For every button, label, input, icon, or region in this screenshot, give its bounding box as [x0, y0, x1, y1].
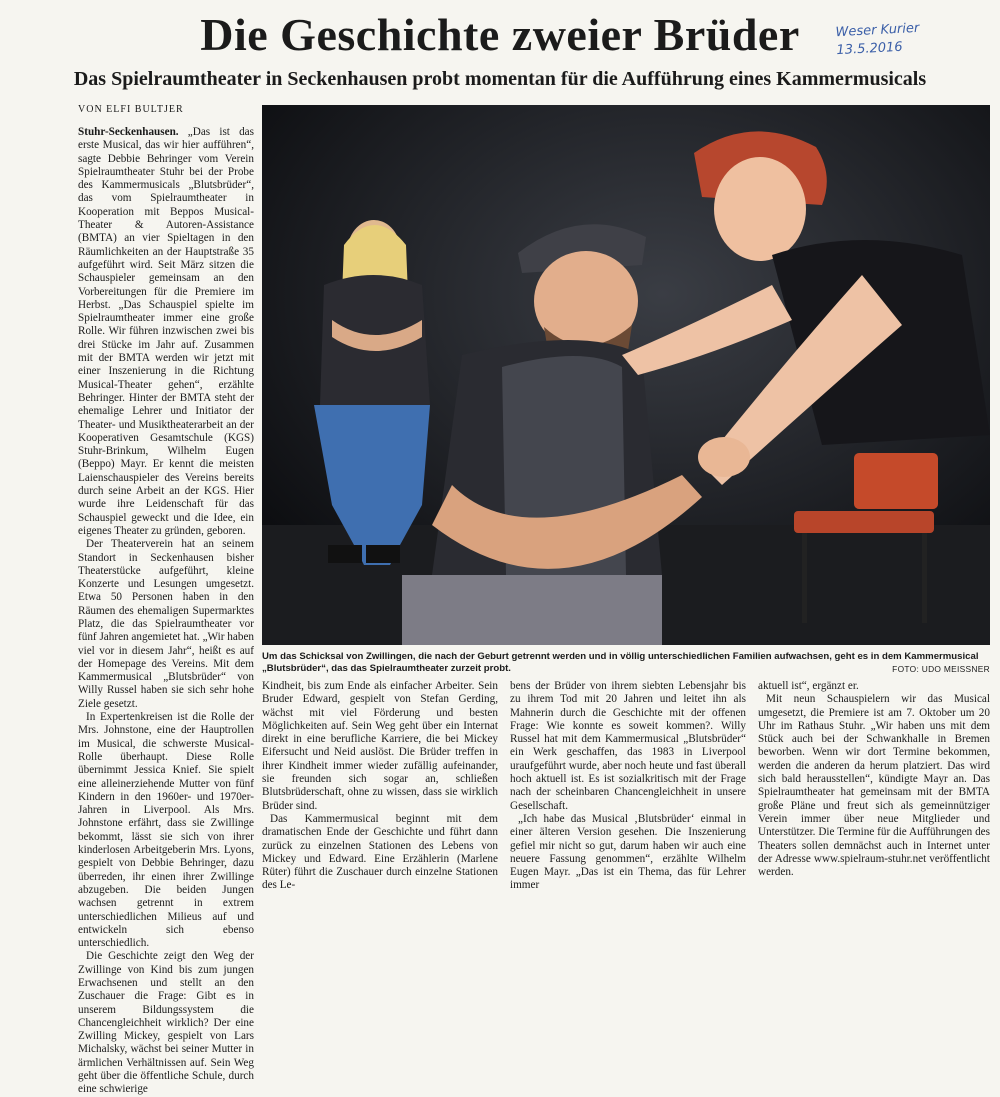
- stamp-newspaper: Weser Kurier: [835, 20, 920, 41]
- article-column-3: [510, 680, 746, 893]
- paragraph: bens der Brüder von ihrem siebten Lebensjahr bis zu ihrem Tod mit 20 Jahren und leitet ihn als Mahnerin durch die Geschichte mit der offenen Frage: Wie konnte es soweit kommen?. Willy Russel hat mit dem Kammermusical „Blutsbrüder“ ein Werk geschaffen, das 1983 in Liverpool uraufgeführt wurde, aber noch heute und fast überall hoch aktuell ist. Es ist sozialkritisch mit der Frage nach der scheinbaren Chancengleichheit in unsere Gesellschaft.: [510, 680, 746, 812]
- article-column-4: [758, 680, 990, 879]
- byline: VON ELFI BULTJER: [78, 104, 184, 115]
- paragraph: aktuell ist“, ergänzt er.: [758, 680, 859, 692]
- paragraph: Kindheit, bis zum Ende als einfacher Arbeiter. Sein Bruder Edward, gespielt von Stefan Gerding, wächst mit viel Förderung und besten Möglichkeiten auf. Sein Weg geht über ein Internat direkt in eine berufliche Karriere, die bei Mickey Eifersucht und Neid auslöst. Die Brüder treffen in ihrer Kindheit immer wieder zufällig aufeinander, sie freunden sich sogar an, schließen Blutsbrüderschaft, ohne zu wissen, dass sie wirklich Brüder sind.: [262, 680, 498, 812]
- rehearsal-photo: [262, 105, 990, 645]
- photo-credit: FOTO: UDO MEISSNER: [892, 664, 990, 674]
- paragraph-text: „Das ist das erste Musical, das wir hier aufführen“, sagte Debbie Behringer vom Verein Spielraumtheater Stuhr bei der Probe des Kammermusicals „Blutsbrüder“, das vom Spielraumtheater in Kooperation mit Beppos Musical-Theater & Autoren-Assistance (BMTA) an vier Spieltagen in den Räumlichkeiten an der Hauptstraße 35 aufgeführt wird. Seit März sitzen die Schauspieler gemeinsam an den Vorbereitungen für die Premiere im Herbst. „Das Schauspiel spielte im Spielraumtheater immer eine große Rolle. Wir führen inzwischen zwei bis drei Stücke im Jahr auf. Zusammen mit der BMTA werden wir jetzt mit einer Inszenierung in die Richtung Musical-Theater gehen“, erzählte Behringer. Hinter der BMTA steht der ehemalige Lehrer und Initiator der Theater- und Musiktheaterarbeit an der Kooperativen Gesamtschule (KGS) Stuhr-Brinkum, Wilhelm Eugen (Beppo) Mayr. Er kennt die meisten Laienschauspieler des Vereins bereits durch seine Arbeit an der KGS. Hier wurde ihre Leidenschaft für das Schauspiel geweckt und die Idee, ein eigenes Theater zu gründen, geboren.: [78, 126, 254, 537]
- paragraph: In Expertenkreisen ist die Rolle der Mrs. Johnstone, eine der Hauptrollen im Musical, die schwerste Musical-Rolle überhaupt. Diese Rolle übernimmt Jessica Knief. Sie spielt eine alleinerziehende Mutter von fünf Kindern in den 1960er- und 1970er-Jahren in Liverpool. Als Mrs. Johnstone erfährt, dass sie Zwillinge bekommt, lässt sie sich von ihrer kinderlosen Arbeitgeberin Mrs. Lyons, gespielt von Debbie Behringer, dazu überreden, ihr einen ihrer Zwillinge abzugeben. Die beiden Jungen wachsen getrennt in extrem unterschiedlichen Milieus auf und entwickeln sich ebenso unterschiedlich.: [78, 711, 254, 950]
- paragraph: Mit neun Schauspielern wir das Musical umgesetzt, die Premiere ist am 7. Oktober um 20 Uhr im Rathaus Stuhr. „Wir haben uns mit dem Stück auch bei der Schwankhalle in Bremen beworben. Wenn wir dort Termine bekommen, werden die anderen da herum platziert. Das wird sich bald herausstellen“, kündigte Mayr an. Das Spielraumtheater hat gemeinsam mit der BMTA große Pläne und freut sich als gemeinnütziger Verein immer über neue Mitglieder und Unterstützer. Die Termine für die Aufführungen des Theaters sollen demnächst auch in Internet unter der Adresse www.spielraum-stuhr.net veröffentlicht werden.: [758, 693, 990, 879]
- article-column-2: [262, 680, 498, 893]
- subheadline: Das Spielraumtheater in Seckenhausen probt momentan für die Aufführung eines Kammermusicals: [73, 68, 927, 90]
- stamp-date: 13.5.2016: [836, 39, 903, 59]
- dateline: Stuhr-Seckenhausen.: [78, 126, 179, 138]
- handwritten-source-note: [835, 20, 921, 60]
- photo-caption: [262, 651, 990, 675]
- paragraph: Die Geschichte zeigt den Weg der Zwillinge von Kind bis zum jungen Erwachsenen und stellt an den Zuschauer die Frage: Gibt es in unserem Bildungssystem die Chancengleichheit wirklich? Der eine Zwilling Mickey, gespielt von Lars Michalsky, wächst bei seiner Mutter in ärmlichen Verhältnissen auf. Sein Weg geht über die öffentliche Schule, durch eine schwierige: [78, 950, 254, 1096]
- paragraph: Der Theaterverein hat an seinem Standort in Seckenhausen bisher Theaterstücke aufgeführt, kleine Konzerte und Lesungen umgesetzt. Etwa 50 Personen haben in den Räumen des ehemaligen Supermarktes Platz, die das Spielraumtheater vor fünf Jahren angemietet hat. „Wir haben viel vor in diesem Jahr“, heißt es auf der Homepage des Vereins. Mit dem Kammermusical „Blutsbrüder“ von Willy Russel haben sie sich sehr hohe Ziele gesetzt.: [78, 538, 254, 710]
- article-photo: [262, 105, 990, 645]
- headline: Die Geschichte zweier Brüder: [200, 9, 800, 60]
- caption-text: Um das Schicksal von Zwillingen, die nach der Geburt getrennt werden und in völlig unterschiedlichen Familien aufwachsen, geht es in dem Kammermusical „Blutsbrüder“, das das Spielraumtheater zurzeit probt.: [262, 651, 979, 674]
- paragraph: Das Kammermusical beginnt mit dem dramatischen Ende der Geschichte und führt dann zurück zu einzelnen Stationen des Lebens von Mickey und Edward. Eine Erzählerin (Marlene Rüter) führt die Zuschauer durch einzelne Stationen des Le-: [262, 812, 498, 892]
- article-column-1: [78, 126, 254, 1097]
- paragraph: „Ich habe das Musical ‚Blutsbrüder‘ einmal in einer älteren Version gesehen. Die Inszenierung gefiel mir nicht so gut, darum haben wir auch eine neuere Fassung genommen“, erzählte Wilhelm Eugen Mayr. „Das ist ein Thema, das für Lehrer immer: [510, 812, 746, 892]
- paragraph: [78, 126, 254, 538]
